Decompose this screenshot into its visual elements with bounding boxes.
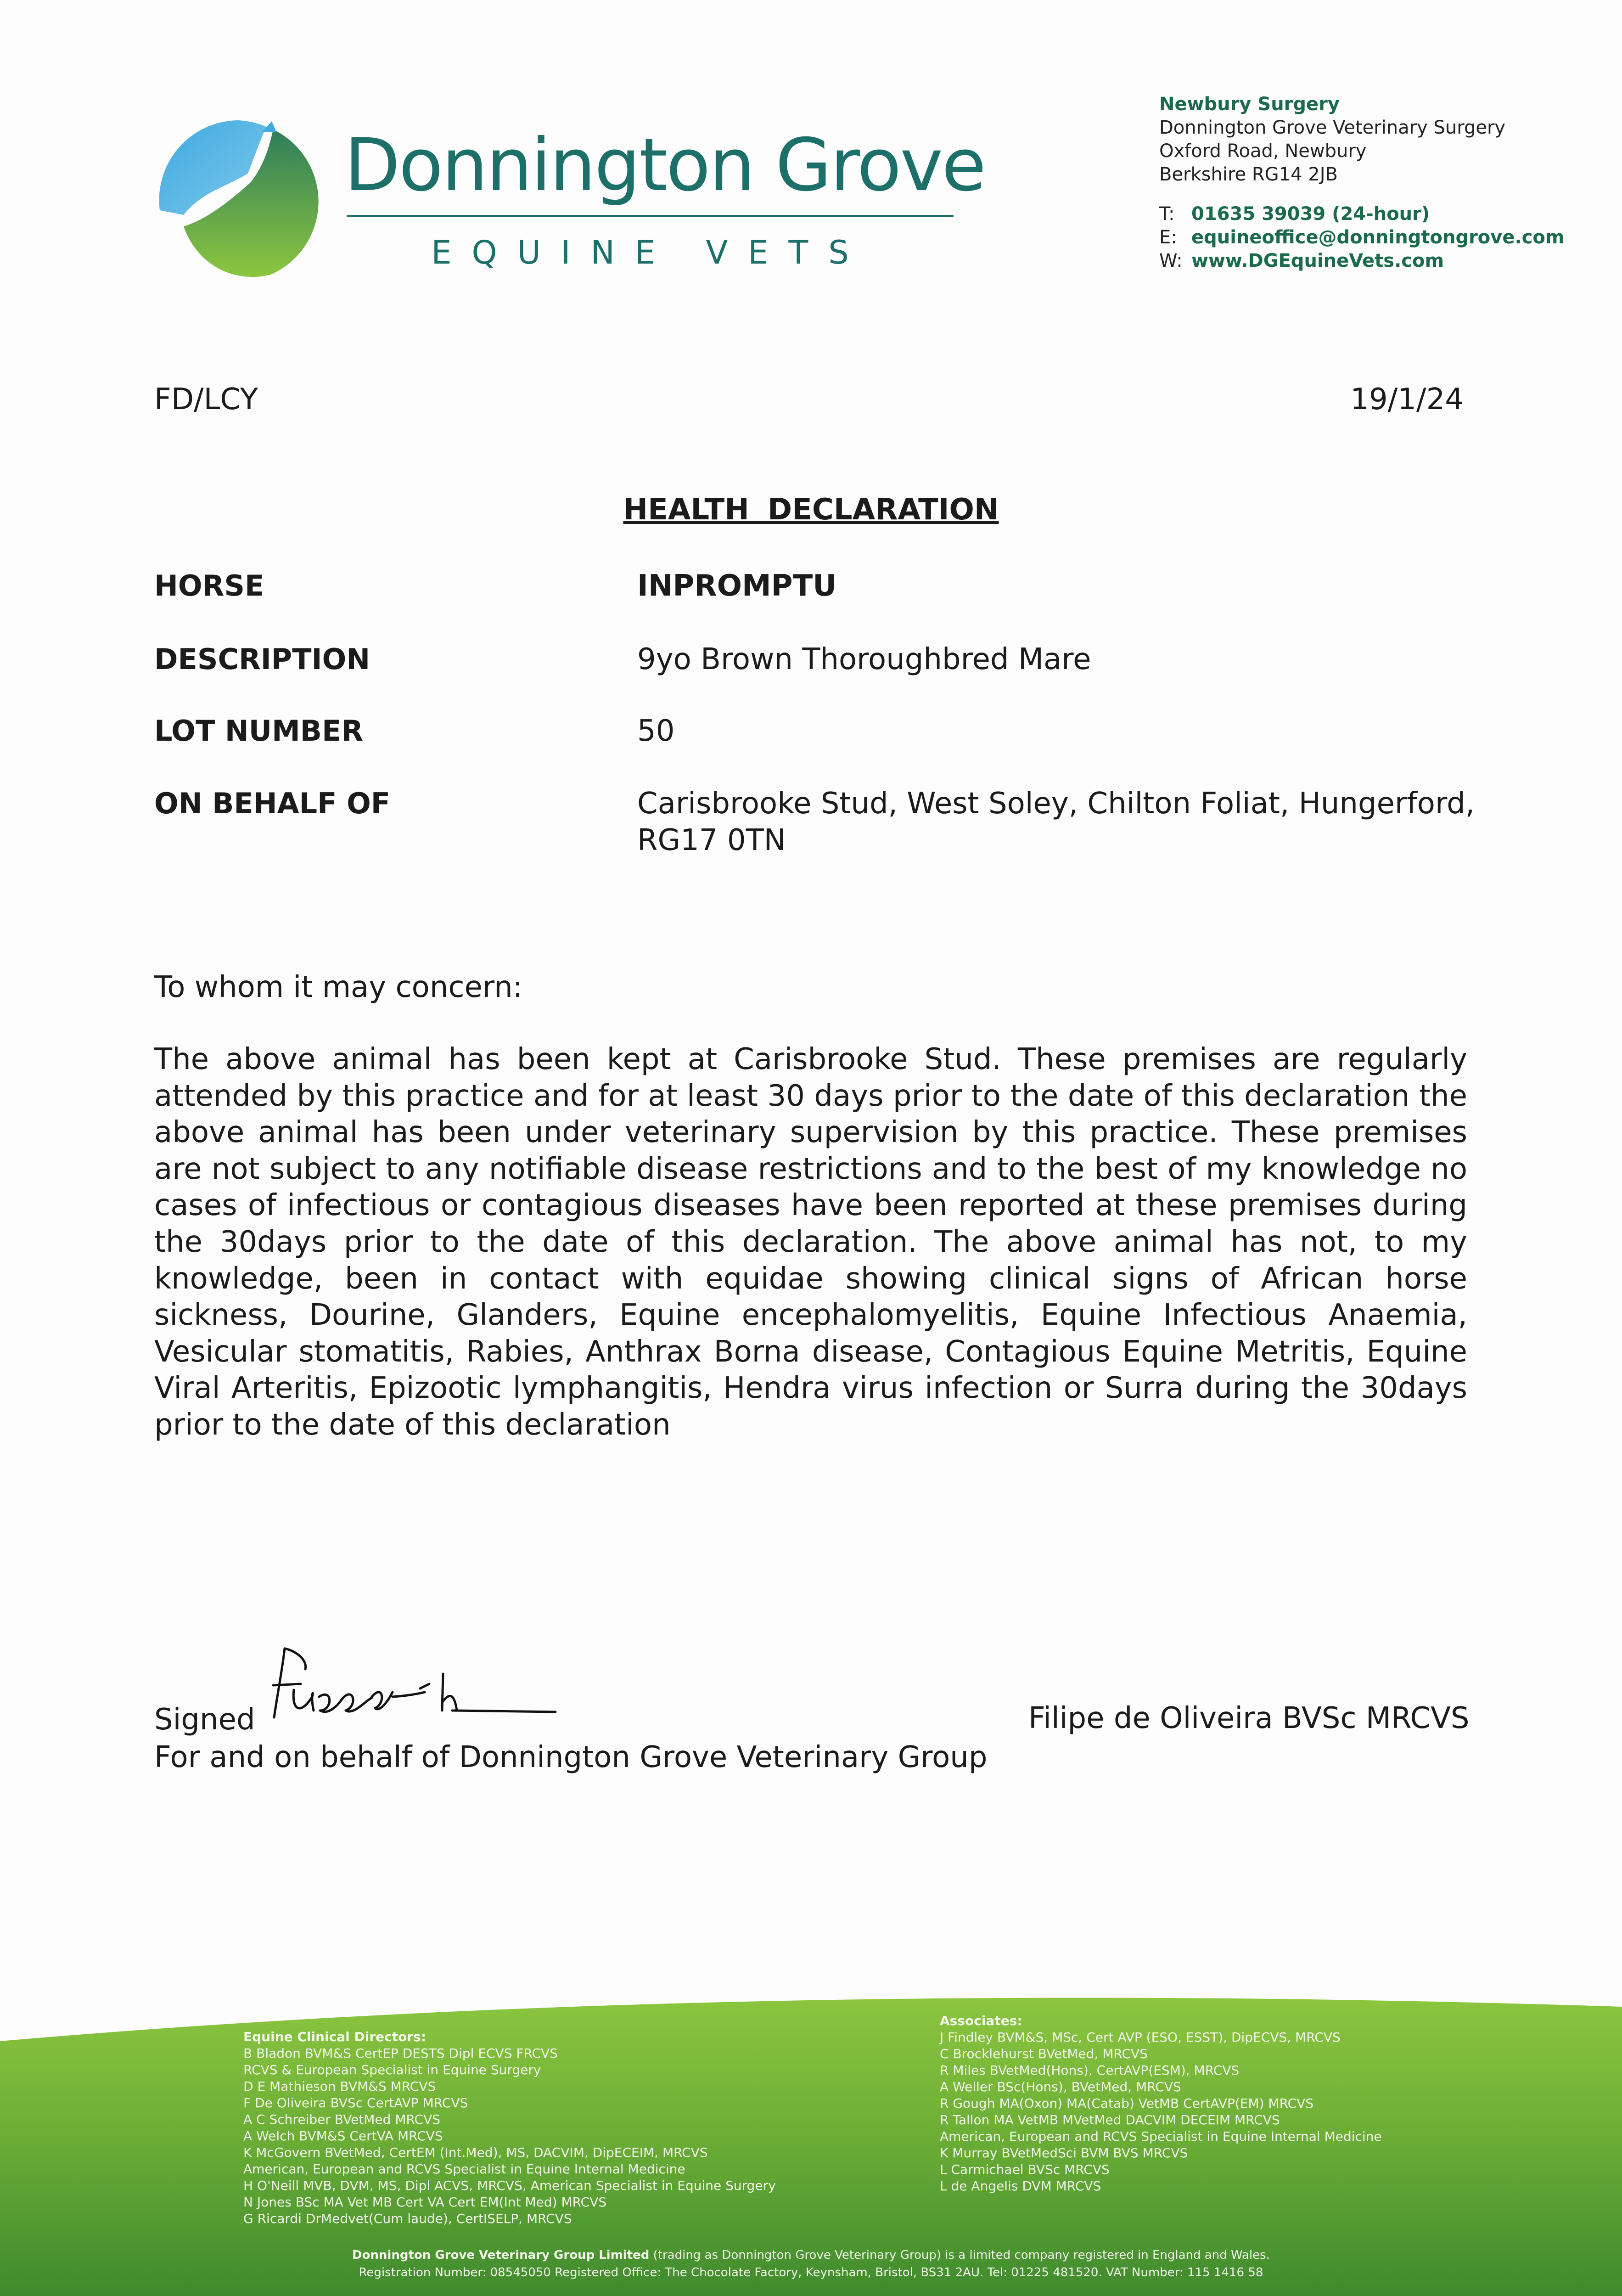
director-item: American, European and RCVS Specialist in Equine Internal Medicine bbox=[243, 2161, 685, 2177]
director-item: K McGovern BVetMed, CertEM (Int.Med), MS, DACVIM, DipECEIM, MRCVS bbox=[243, 2145, 708, 2160]
director-item: N Jones BSc MA Vet MB Cert VA Cert EM(Int Med) MRCVS bbox=[243, 2195, 607, 2210]
logo-icon bbox=[156, 118, 320, 282]
directors-list bbox=[243, 2029, 776, 2227]
legal-notice bbox=[0, 2246, 1622, 2281]
description-label: DESCRIPTION bbox=[154, 642, 370, 676]
email-link[interactable]: equineoffice@donningtongrove.com bbox=[1191, 227, 1565, 248]
horse-label: HORSE bbox=[154, 569, 264, 602]
associate-item: J Findley BVM&S, MSc, Cert AVP (ESO, ESST), DipECVS, MRCVS bbox=[940, 2030, 1341, 2045]
address-block bbox=[1159, 93, 1618, 273]
logo-divider bbox=[347, 215, 954, 217]
declaration-body: The above animal has been kept at Carisbrooke Stud. These premises are regularly attended by this practice and for at least 30 days prior to the date of this declaration the above animal has been under veterinary supervision by this practice. These premises are not subject to any notifiable disease restrictions and to the best of my knowledge no cases of infectious or contagious diseases have been reported at these premises during the 30days prior to the date of this declaration. The above animal has not, to my knowledge, been in contact with equidae showing clinical signs of African horse sickness, Dourine, Glanders, Equine encephalomyelitis, Equine Infectious Anaemia, Vesicular stomatitis, Rabies, Anthrax Borna disease, Contagious Equine Metritis, Equine Viral Arteritis, Epizootic lymphangitis, Hendra virus infection or Surra during the 30days prior to the date of this declaration bbox=[154, 1042, 1467, 1442]
web-row bbox=[1159, 249, 1618, 273]
email-row bbox=[1159, 226, 1618, 249]
associate-item: C Brocklehurst BVetMed, MRCVS bbox=[940, 2046, 1148, 2061]
on-behalf-label: ON BEHALF OF bbox=[154, 787, 391, 820]
logo-subtitle: EQUINE VETS bbox=[431, 234, 869, 271]
associate-item: R Gough MA(Oxon) MA(Catab) VetMB CertAVP(EM) MRCVS bbox=[940, 2096, 1314, 2111]
logo-title: Donnington Grove bbox=[344, 123, 985, 208]
lot-number-value: 50 bbox=[637, 714, 675, 748]
reference: FD/LCY bbox=[154, 383, 258, 416]
date: 19/1/24 bbox=[1350, 383, 1464, 416]
contact-list bbox=[1159, 203, 1618, 273]
associate-item: L Carmichael BVSc MRCVS bbox=[940, 2162, 1110, 2177]
signature-image bbox=[269, 1642, 558, 1729]
director-item: RCVS & European Specialist in Equine Surgery bbox=[243, 2062, 541, 2077]
signatory-name: Filipe de Oliveira BVSc MRCVS bbox=[1028, 1701, 1470, 1735]
surgery-name: Newbury Surgery bbox=[1159, 94, 1340, 115]
legal-line-1-text: (trading as Donnington Grove Veterinary Group) is a limited company registered in England and Wales. bbox=[649, 2248, 1270, 2262]
director-item: A C Schreiber BVetMed MRCVS bbox=[243, 2112, 441, 2127]
director-item: H O'Neill MVB, DVM, MS, Dipl ACVS, MRCVS, American Specialist in Equine Surgery bbox=[243, 2178, 776, 2193]
web-link[interactable]: www.DGEquineVets.com bbox=[1191, 250, 1444, 271]
associate-item: L de Angelis DVM MRCVS bbox=[940, 2178, 1101, 2194]
lot-number-label: LOT NUMBER bbox=[154, 714, 364, 748]
associates-heading: Associates: bbox=[940, 2013, 1022, 2028]
associates-list bbox=[940, 2013, 1382, 2195]
phone-row bbox=[1159, 203, 1618, 226]
legal-line-2: Registration Number: 08545050 Registered Office: The Chocolate Factory, Keynsham, Bristol, BS31 2AU. Tel: 01225 481520. VAT Number: 115 1416 58 bbox=[359, 2266, 1263, 2279]
phone-key: T: bbox=[1159, 203, 1175, 225]
directors-heading: Equine Clinical Directors: bbox=[243, 2029, 427, 2044]
director-item: D E Mathieson BVM&S MRCVS bbox=[243, 2079, 436, 2094]
description-value: 9yo Brown Thoroughbred Mare bbox=[637, 642, 1091, 676]
director-item: B Bladon BVM&S CertEP DESTS Dipl ECVS FRCVS bbox=[243, 2046, 558, 2061]
salutation: To whom it may concern: bbox=[154, 970, 523, 1004]
email-key: E: bbox=[1159, 227, 1177, 248]
company-name: Donnington Grove Veterinary Group Limited bbox=[352, 2248, 650, 2262]
address-line-3: Berkshire RG14 2JB bbox=[1159, 164, 1338, 185]
associate-item: R Miles BVetMed(Hons), CertAVP(ESM), MRCVS bbox=[940, 2063, 1240, 2078]
on-behalf-line: For and on behalf of Donnington Grove Veterinary Group bbox=[154, 1740, 988, 1774]
on-behalf-value: Carisbrooke Stud, West Soley, Chilton Foliat, Hungerford, RG17 0TN bbox=[637, 787, 1475, 857]
address-line-1: Donnington Grove Veterinary Surgery bbox=[1159, 117, 1506, 138]
signed-label: Signed bbox=[154, 1703, 255, 1737]
associate-item: A Weller BSc(Hons), BVetMed, MRCVS bbox=[940, 2079, 1181, 2094]
director-item: G Ricardi DrMedvet(Cum laude), CertISELP, MRCVS bbox=[243, 2211, 572, 2226]
address-line-2: Oxford Road, Newbury bbox=[1159, 141, 1367, 162]
director-item: A Welch BVM&S CertVA MRCVS bbox=[243, 2128, 443, 2144]
associate-item: R Tallon MA VetMB MVetMed DACVIM DECEIM MRCVS bbox=[940, 2112, 1280, 2127]
web-key: W: bbox=[1159, 250, 1183, 271]
director-item: F De Oliveira BVSc CertAVP MRCVS bbox=[243, 2095, 468, 2110]
phone-value[interactable]: 01635 39039 (24-hour) bbox=[1191, 203, 1430, 225]
horse-value: INPROMPTU bbox=[637, 569, 837, 603]
associate-item: American, European and RCVS Specialist in Equine Internal Medicine bbox=[940, 2129, 1382, 2144]
legal-line-1 bbox=[0, 2246, 1622, 2264]
associate-item: K Murray BVetMedSci BVM BVS MRCVS bbox=[940, 2145, 1188, 2161]
document-title: HEALTH DECLARATION bbox=[623, 493, 999, 527]
